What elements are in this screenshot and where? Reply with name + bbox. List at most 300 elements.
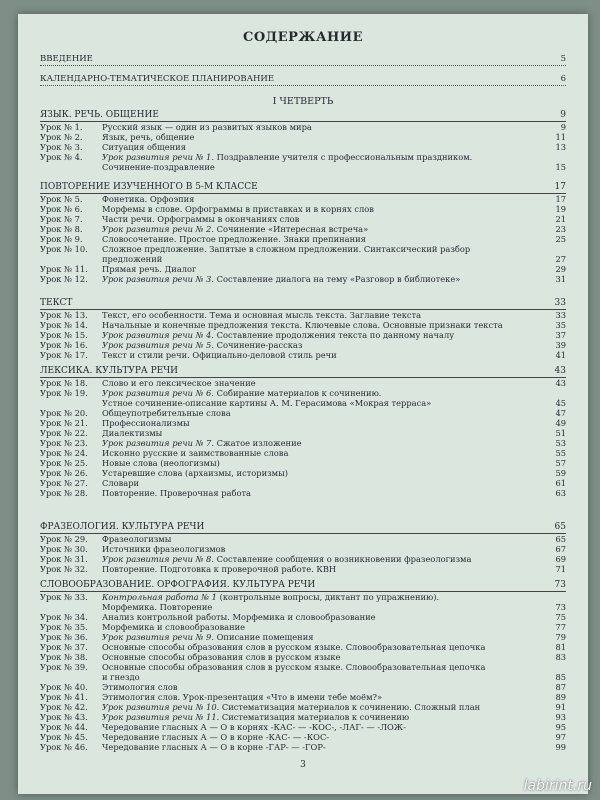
lesson-title xyxy=(102,408,566,418)
lesson-row xyxy=(40,264,566,274)
lesson-title xyxy=(102,122,566,132)
lesson-row xyxy=(40,388,566,398)
section-title xyxy=(40,580,566,592)
lesson-number: Урок № 23. xyxy=(40,438,88,448)
lesson-page xyxy=(548,662,566,672)
lesson-text: Профессионализмы xyxy=(102,418,190,428)
lesson-page: 25 xyxy=(555,234,566,244)
page-title: СОДЕРЖАНИЕ xyxy=(242,30,364,45)
lesson-number: Урок № 20. xyxy=(40,408,88,418)
lesson-title xyxy=(102,244,566,254)
lesson-page: 55 xyxy=(555,448,566,458)
lesson-row xyxy=(40,622,566,632)
lesson-text: Диалектизмы xyxy=(102,428,163,438)
section-title-text: ТЕКСТ xyxy=(40,298,73,308)
calendar-entry xyxy=(40,74,566,86)
lesson-title xyxy=(102,194,566,204)
toc-section xyxy=(40,522,566,574)
lesson-text: Новые слова (неологизмы) xyxy=(102,458,220,468)
lesson-page: 81 xyxy=(555,642,566,652)
lesson-page: 95 xyxy=(555,722,566,732)
lesson-type: Урок развития речи № 1. xyxy=(102,152,214,162)
lesson-text: Систематизация материалов к сочинению. Сложный план xyxy=(221,702,481,712)
lesson-page: 83 xyxy=(555,652,566,662)
lesson-title xyxy=(102,554,566,564)
lesson-text: Морфемика и словообразование xyxy=(102,622,246,632)
lesson-row xyxy=(40,478,566,488)
lesson-text: Сочинение-поздравление xyxy=(102,162,215,172)
lesson-text: Фонетика. Орфоэпия xyxy=(102,194,195,204)
lesson-number: Урок № 8. xyxy=(40,224,83,234)
lesson-row xyxy=(40,320,566,330)
toc-section xyxy=(40,298,566,360)
lesson-title xyxy=(102,488,566,498)
lesson-row xyxy=(40,712,566,722)
lesson-type: Урок развития речи № 10. xyxy=(102,702,220,712)
lesson-text: Текст, его особенности. Тема и основная мысль текста. Заглавие текста xyxy=(102,310,422,320)
lesson-page: 65 xyxy=(555,534,566,544)
page-number: 3 xyxy=(300,760,306,770)
lesson-number: Урок № 6. xyxy=(40,204,83,214)
lesson-number xyxy=(40,254,102,264)
lesson-text: и гнездо xyxy=(102,672,140,682)
lesson-title xyxy=(102,544,566,554)
lesson-page xyxy=(548,592,566,602)
lesson-row xyxy=(40,162,566,172)
lesson-number: Урок № 33. xyxy=(40,592,88,602)
lesson-text: Текст и стили речи. Официально-деловой стиль речи xyxy=(102,350,337,360)
lesson-text: Устное сочинение-описание картины А. М. Герасимова «Мокрая терраса» xyxy=(102,398,432,408)
lesson-text: Морфемика. Повторение xyxy=(102,602,213,612)
lesson-title xyxy=(102,234,566,244)
lesson-row xyxy=(40,418,566,428)
lesson-text: Ситуация общения xyxy=(102,142,186,152)
intro-entry xyxy=(40,54,566,66)
lesson-row xyxy=(40,350,566,360)
lesson-row xyxy=(40,722,566,732)
lesson-row xyxy=(40,132,566,142)
lesson-title xyxy=(102,692,566,702)
lesson-page: 17 xyxy=(555,194,566,204)
lesson-text: Исконно русские и заимствованные слова xyxy=(102,448,289,458)
lesson-page: 33 xyxy=(555,310,566,320)
lesson-title xyxy=(102,142,566,152)
lesson-type: Урок развития речи № 4. xyxy=(102,330,214,340)
lesson-row xyxy=(40,732,566,742)
lesson-page: 97 xyxy=(555,732,566,742)
calendar-label: КАЛЕНДАРНО-ТЕМАТИЧЕСКОЕ ПЛАНИРОВАНИЕ xyxy=(40,74,275,84)
lesson-page: 99 xyxy=(555,742,566,752)
watermark: labirint.ru xyxy=(523,778,592,794)
lesson-number: Урок № 44. xyxy=(40,722,88,732)
lesson-title xyxy=(102,458,566,468)
lesson-row xyxy=(40,234,566,244)
lesson-title xyxy=(102,622,566,632)
lesson-title xyxy=(102,264,566,274)
lesson-title xyxy=(102,254,566,264)
section-page: 9 xyxy=(560,110,566,120)
lesson-row xyxy=(40,742,566,752)
section-title-text: ФРАЗЕОЛОГИЯ. КУЛЬТУРА РЕЧИ xyxy=(40,522,205,532)
lesson-title xyxy=(102,602,566,612)
lesson-text: Составление диалога на тему «Разговор в библиотеке» xyxy=(216,274,461,284)
lesson-text: (контрольные вопросы, диктант по упражнению). xyxy=(219,592,440,602)
lesson-page: 9 xyxy=(560,122,566,132)
lesson-row xyxy=(40,488,566,498)
lesson-number: Урок № 7. xyxy=(40,214,83,224)
lesson-page: 63 xyxy=(555,488,566,498)
lesson-page: 75 xyxy=(555,612,566,622)
lesson-title xyxy=(102,652,566,662)
lesson-number xyxy=(40,602,102,612)
lesson-title xyxy=(102,642,566,652)
lesson-row xyxy=(40,642,566,652)
lesson-text: предложений xyxy=(102,254,163,264)
lesson-row xyxy=(40,682,566,692)
lesson-type: Урок развития речи № 2. xyxy=(102,224,214,234)
lesson-number: Урок № 45. xyxy=(40,732,88,742)
lesson-row xyxy=(40,438,566,448)
lesson-page: 85 xyxy=(555,672,566,682)
lesson-row xyxy=(40,554,566,564)
lesson-number: Урок № 24. xyxy=(40,448,88,458)
lesson-number: Урок № 1. xyxy=(40,122,83,132)
lesson-text: Собирание материалов к сочинению. xyxy=(216,388,382,398)
lesson-row xyxy=(40,458,566,468)
lesson-text: Основные способы образования слов в русском языке. Словообразовательная цепочка xyxy=(102,642,486,652)
lesson-number: Урок № 29. xyxy=(40,534,88,544)
lesson-row xyxy=(40,564,566,574)
intro-page: 5 xyxy=(560,54,566,64)
lesson-row xyxy=(40,204,566,214)
section-page: 33 xyxy=(554,298,566,308)
lesson-number: Урок № 17. xyxy=(40,350,88,360)
lesson-number: Урок № 25. xyxy=(40,458,88,468)
lesson-type: Контрольная работа № 1 xyxy=(102,592,217,602)
lesson-title xyxy=(102,330,566,340)
lesson-text: Чередование гласных А — О в корне -КАС- — -КОС- xyxy=(102,732,330,742)
lesson-number: Урок № 26. xyxy=(40,468,88,478)
lesson-number: Урок № 18. xyxy=(40,378,88,388)
section-title xyxy=(40,110,566,122)
lesson-page: 53 xyxy=(555,438,566,448)
lesson-text: Слово и его лексическое значение xyxy=(102,378,256,388)
lesson-number: Урок № 14. xyxy=(40,320,88,330)
lesson-number: Урок № 2. xyxy=(40,132,83,142)
lesson-text: Русский язык — один из развитых языков мира xyxy=(102,122,312,132)
lesson-row xyxy=(40,224,566,234)
lesson-row xyxy=(40,448,566,458)
lesson-row xyxy=(40,330,566,340)
lesson-text: Устаревшие слова (архаизмы, историзмы) xyxy=(102,468,288,478)
lesson-page: 15 xyxy=(555,162,566,172)
lesson-page: 11 xyxy=(555,132,566,142)
lesson-number: Урок № 46. xyxy=(40,742,88,752)
lesson-row xyxy=(40,310,566,320)
lesson-title xyxy=(102,564,566,574)
lesson-number: Урок № 19. xyxy=(40,388,88,398)
lesson-title xyxy=(102,428,566,438)
lesson-row xyxy=(40,214,566,224)
lesson-row xyxy=(40,274,566,284)
lesson-page: 69 xyxy=(555,554,566,564)
calendar-page: 6 xyxy=(560,74,566,84)
lesson-number: Урок № 11. xyxy=(40,264,88,274)
lesson-title xyxy=(102,478,566,488)
lesson-title xyxy=(102,388,566,398)
lesson-row xyxy=(40,692,566,702)
lesson-page: 49 xyxy=(555,418,566,428)
lesson-row xyxy=(40,534,566,544)
lesson-text: Этимология слов. Урок-презентация «Что в имени тебе моём?» xyxy=(102,692,383,702)
toc-section xyxy=(40,110,566,172)
lesson-title xyxy=(102,204,566,214)
lesson-title xyxy=(102,682,566,692)
lesson-page: 35 xyxy=(555,320,566,330)
lesson-row xyxy=(40,340,566,350)
lesson-text: Чередование гласных А — О в корне -ГАР- — -ГОР- xyxy=(102,742,326,752)
lesson-text: Язык, речь, общение xyxy=(102,132,195,142)
lesson-type: Урок развития речи № 8. xyxy=(102,554,214,564)
lesson-page: 87 xyxy=(555,682,566,692)
lesson-row xyxy=(40,602,566,612)
lesson-row xyxy=(40,468,566,478)
section-title-text: ПОВТОРЕНИЕ ИЗУЧЕННОГО В 5-М КЛАССЕ xyxy=(40,182,258,192)
lesson-text: Сочинение-рассказ xyxy=(216,340,303,350)
lesson-title xyxy=(102,320,566,330)
lesson-row xyxy=(40,428,566,438)
lesson-number: Урок № 32. xyxy=(40,564,88,574)
lesson-page: 51 xyxy=(555,428,566,438)
lesson-page: 39 xyxy=(555,340,566,350)
lesson-text: Сжатое изложение xyxy=(216,438,302,448)
lesson-page xyxy=(548,152,566,162)
section-title-text: СЛОВООБРАЗОВАНИЕ. ОРФОГРАФИЯ. КУЛЬТУРА РЕЧИ xyxy=(40,580,316,590)
lesson-number: Урок № 38. xyxy=(40,652,88,662)
lesson-title xyxy=(102,438,566,448)
section-page: 73 xyxy=(554,580,566,590)
lesson-row xyxy=(40,142,566,152)
lesson-title xyxy=(102,702,566,712)
lesson-number: Урок № 22. xyxy=(40,428,88,438)
lesson-title xyxy=(102,310,566,320)
toc-section xyxy=(40,366,566,498)
lesson-number: Урок № 3. xyxy=(40,142,83,152)
intro-label: ВВЕДЕНИЕ xyxy=(40,54,93,64)
lesson-title xyxy=(102,274,566,284)
lesson-title xyxy=(102,418,566,428)
lesson-title xyxy=(102,398,566,408)
lesson-text: Поздравление учителя с профессиональным праздником. xyxy=(216,152,473,162)
lesson-number: Урок № 4. xyxy=(40,152,83,162)
lesson-row xyxy=(40,652,566,662)
lesson-row xyxy=(40,194,566,204)
section-page: 43 xyxy=(554,366,566,376)
lesson-text: Повторение. Проверочная работа xyxy=(102,488,251,498)
lesson-text: Чередование гласных А — О в корнях -КАС- — -КОС-, -ЛАГ- — -ЛОЖ- xyxy=(102,722,406,732)
lesson-page: 61 xyxy=(555,478,566,488)
lesson-number: Урок № 37. xyxy=(40,642,88,652)
lesson-number: Урок № 27. xyxy=(40,478,88,488)
lesson-text: Анализ контрольной работы. Морфемика и словообразование xyxy=(102,612,376,622)
section-title xyxy=(40,522,566,534)
lesson-number: Урок № 28. xyxy=(40,488,88,498)
lesson-row xyxy=(40,544,566,554)
lesson-title xyxy=(102,722,566,732)
lesson-page: 47 xyxy=(555,408,566,418)
lesson-row xyxy=(40,592,566,602)
lesson-text: Фразеологизмы xyxy=(102,534,172,544)
lesson-row xyxy=(40,254,566,264)
lesson-number: Урок № 10. xyxy=(40,244,88,254)
lesson-row xyxy=(40,244,566,254)
lesson-page: 79 xyxy=(555,632,566,642)
lesson-text: Сочинение «Интересная встреча» xyxy=(216,224,369,234)
lesson-title xyxy=(102,350,566,360)
lesson-title xyxy=(102,132,566,142)
lesson-page: 91 xyxy=(555,702,566,712)
lesson-number: Урок № 40. xyxy=(40,682,88,692)
lesson-text: Основные способы образования слов в русском языке xyxy=(102,652,341,662)
lesson-title xyxy=(102,340,566,350)
lesson-number: Урок № 42. xyxy=(40,702,88,712)
lesson-title xyxy=(102,152,566,162)
lesson-row xyxy=(40,612,566,622)
lesson-text: Этимология слов xyxy=(102,682,178,692)
lesson-number: Урок № 12. xyxy=(40,274,88,284)
lesson-page: 89 xyxy=(555,692,566,702)
lesson-text: Словари xyxy=(102,478,140,488)
lesson-type: Урок развития речи № 7. xyxy=(102,438,214,448)
toc-section xyxy=(40,182,566,284)
lesson-title xyxy=(102,732,566,742)
lesson-text: Сложное предложение. Запятые в сложном предложении. Синтаксический разбор xyxy=(102,244,471,254)
lesson-title xyxy=(102,378,566,388)
lesson-type: Урок развития речи № 11. xyxy=(102,712,220,722)
lesson-title xyxy=(102,534,566,544)
lesson-row xyxy=(40,702,566,712)
lesson-title xyxy=(102,592,566,602)
section-title xyxy=(40,366,566,378)
lesson-page xyxy=(548,244,566,254)
lesson-text: Общеупотребительные слова xyxy=(102,408,231,418)
lesson-page: 43 xyxy=(555,378,566,388)
lesson-page: 19 xyxy=(555,204,566,214)
lesson-type: Урок развития речи № 3. xyxy=(102,274,214,284)
lesson-row xyxy=(40,632,566,642)
lesson-text: Систематизация материалов к сочинению xyxy=(221,712,410,722)
lesson-number: Урок № 5. xyxy=(40,194,83,204)
lesson-page: 71 xyxy=(555,564,566,574)
section-title xyxy=(40,298,566,310)
lesson-page: 67 xyxy=(555,544,566,554)
lesson-number xyxy=(40,162,102,172)
lesson-number: Урок № 39. xyxy=(40,662,88,672)
lesson-text: Словосочетание. Простое предложение. Знаки препинания xyxy=(102,234,366,244)
lesson-text: Прямая речь. Диалог xyxy=(102,264,197,274)
lesson-page xyxy=(548,388,566,398)
lesson-text: Начальные и конечные предложения текста. Ключевые слова. Основные признаки текста xyxy=(102,320,503,330)
lesson-number: Урок № 34. xyxy=(40,612,88,622)
section-title xyxy=(40,182,566,194)
lesson-number: Урок № 16. xyxy=(40,340,88,350)
lesson-row xyxy=(40,398,566,408)
lesson-number: Урок № 21. xyxy=(40,418,88,428)
lesson-title xyxy=(102,224,566,234)
lesson-number: Урок № 31. xyxy=(40,554,88,564)
lesson-type: Урок развития речи № 5. xyxy=(102,340,214,350)
lesson-number: Урок № 43. xyxy=(40,712,88,722)
lesson-row xyxy=(40,672,566,682)
lesson-type: Урок развития речи № 6. xyxy=(102,388,214,398)
lesson-page: 77 xyxy=(555,622,566,632)
lesson-page: 45 xyxy=(555,398,566,408)
lesson-page: 31 xyxy=(555,274,566,284)
lesson-number: Урок № 36. xyxy=(40,632,88,642)
section-page: 17 xyxy=(554,182,566,192)
lesson-page: 57 xyxy=(555,458,566,468)
section-title-text: ЯЗЫК. РЕЧЬ. ОБЩЕНИЕ xyxy=(40,110,159,120)
lesson-title xyxy=(102,214,566,224)
lesson-title xyxy=(102,662,566,672)
lesson-title xyxy=(102,632,566,642)
lesson-number xyxy=(40,398,102,408)
lesson-text: Составление продолжения текста по данному началу xyxy=(216,330,455,340)
lesson-page: 37 xyxy=(555,330,566,340)
lesson-title xyxy=(102,468,566,478)
lesson-number: Урок № 41. xyxy=(40,692,88,702)
lesson-title xyxy=(102,448,566,458)
lesson-number: Урок № 15. xyxy=(40,330,88,340)
lesson-number xyxy=(40,672,102,682)
lesson-title xyxy=(102,612,566,622)
lesson-title xyxy=(102,672,566,682)
lesson-number: Урок № 9. xyxy=(40,234,83,244)
lesson-number: Урок № 30. xyxy=(40,544,88,554)
lesson-title xyxy=(102,712,566,722)
lesson-page: 93 xyxy=(555,712,566,722)
lesson-page: 73 xyxy=(555,602,566,612)
lesson-text: Описание помещения xyxy=(216,632,314,642)
lesson-page: 41 xyxy=(555,350,566,360)
lesson-number: Урок № 35. xyxy=(40,622,88,632)
lesson-text: Составление сообщения о возникновении фразеологизма xyxy=(216,554,472,564)
lesson-text: Морфемы в слове. Орфограммы в приставках и в корнях слов xyxy=(102,204,374,214)
lesson-page: 23 xyxy=(555,224,566,234)
quarter-heading: I ЧЕТВЕРТЬ xyxy=(272,96,334,107)
lesson-title xyxy=(102,742,566,752)
lesson-type: Урок развития речи № 9. xyxy=(102,632,214,642)
lesson-row xyxy=(40,122,566,132)
lesson-row xyxy=(40,662,566,672)
book-page xyxy=(18,14,588,794)
lesson-row xyxy=(40,378,566,388)
lesson-page: 21 xyxy=(555,214,566,224)
lesson-text: Основные способы образования слов в русском языке. Словообразовательная цепочка xyxy=(102,662,486,672)
section-page: 65 xyxy=(554,522,566,532)
lesson-page: 29 xyxy=(555,264,566,274)
lesson-page: 13 xyxy=(555,142,566,152)
lesson-text: Повторение. Подготовка к проверочной работе. КВН xyxy=(102,564,337,574)
section-title-text: ЛЕКСИКА. КУЛЬТУРА РЕЧИ xyxy=(40,366,178,376)
lesson-text: Источники фразеологизмов xyxy=(102,544,226,554)
lesson-text: Части речи. Орфограммы в окончаниях слов xyxy=(102,214,300,224)
lesson-page: 27 xyxy=(555,254,566,264)
toc-section xyxy=(40,580,566,752)
lesson-title xyxy=(102,162,566,172)
lesson-row xyxy=(40,408,566,418)
lesson-number: Урок № 13. xyxy=(40,310,88,320)
